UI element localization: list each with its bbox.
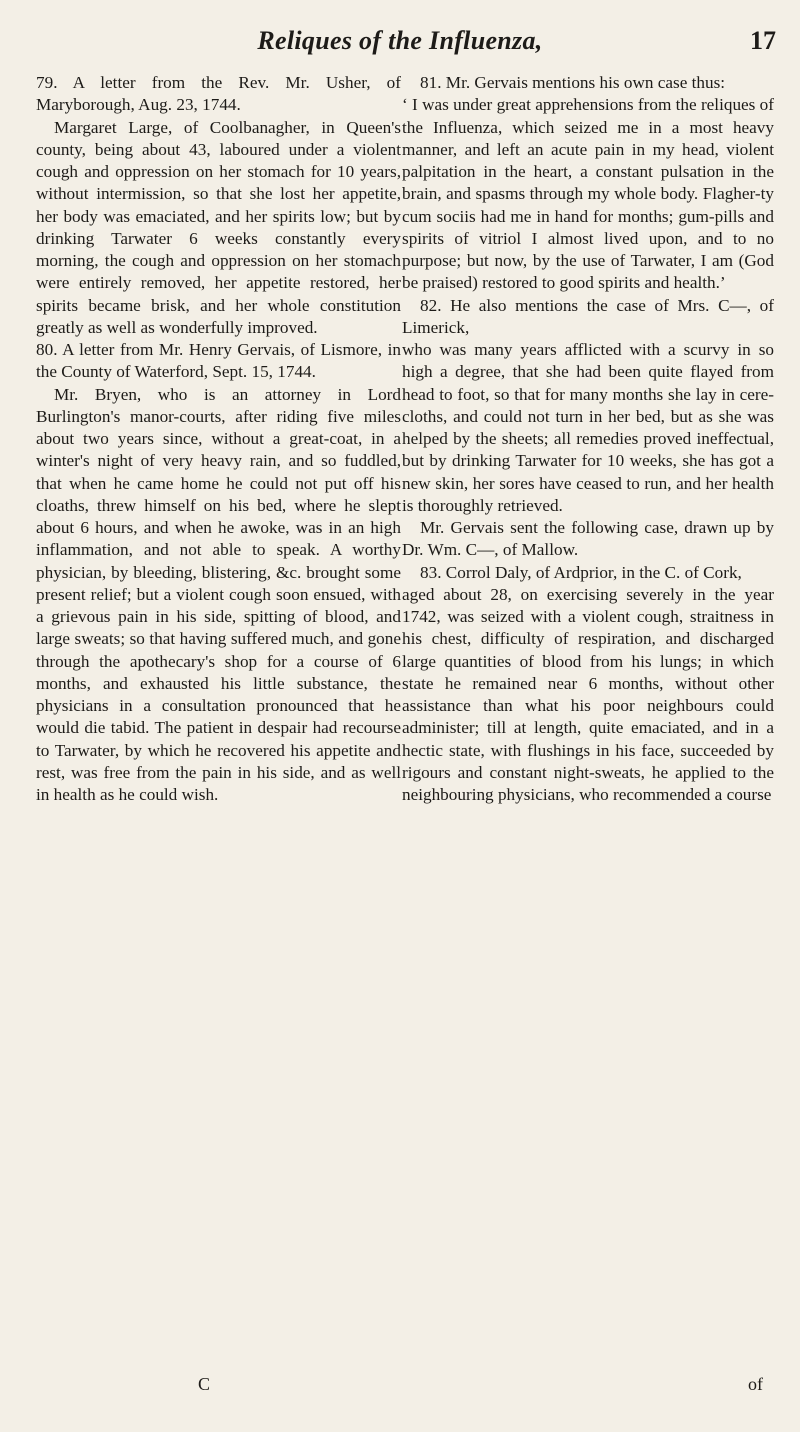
entry-83-text: aged about 28, on exercising severely in the year 1742, was seized with a violent cough, straitness in his chest, difficulty of respiration, and discharged large quantities of blood from his lungs; in which state he remained near 6 months, without other assistance than what his poor neighbours could administer; till at length, quite emaciated, and in a hectic state, with flushings in his face, succeeded by rigours and constant night-sweats, he applied to the neighbouring physicians, who recommended a course <box>402 584 774 804</box>
running-title: Reliques of the Influenza, <box>257 26 543 55</box>
entry-82-text: who was many years afflicted with a scurvy in so high a degree, that she had been quite flayed from head to foot, so that for many months she lay in cere-cloths, and could not turn in her bed, but as she was helped by the sheets; all remedies proved ineffectual, but by drinking Tarwater for 10 weeks, she has got a new skin, her sores have ceased to run, and her health is thoroughly retrieved. <box>402 340 774 515</box>
entry-79-text: Margaret Large, of Coolbanagher, in Queen's county, being about 43, laboured under a violent cough and oppression on her stomach for 10 years, without intermission, so that she lost her appetite, her body was emaciated, and her spirits low; but by drinking Tarwater 6 weeks constantly every morning, the cough and oppression on her stomach were entirely removed, her appetite restored, her spirits became brisk, and her whole constitution greatly as well as wonderfully improved. <box>36 117 401 337</box>
entry-81-heading: 81. Mr. Gervais mentions his own case thus: <box>420 73 726 92</box>
entry-79-heading: 79. A letter from the Rev. Mr. Usher, of Maryborough, Aug. 23, 1744. <box>36 73 401 115</box>
entry-80-text: Mr. Bryen, who is an attorney in Lord Burlington's manor-courts, after riding five miles about two years since, without a great-coat, in a winter's night of very heavy rain, and so fuddled, that when he came home he could not put off his cloaths, threw himself on his bed, where he slept about 6 hours, and when he awoke, was in an high inflammation, and not able to speak. A worthy physician, by bleeding, blistering, &c. brought some present relief; but a violent cough soon ensued, with a grievous pain in his side, spitting of blood, and large sweats; so that having suffered much, and gone through the apothecary's shop for a course of 6 months, and exhausted his little substance, the physicians in a consultation pronounced that he would die tabid. The patient in despair had recourse to Tarwater, by which he recovered his appetite and rest, was free from the pain in his side, and as well in health as he could wish. <box>36 384 401 804</box>
page-number: 17 <box>750 26 776 55</box>
entry-80-heading: 80. A letter from Mr. Henry Gervais, of Lismore, in the County of Waterford, Sept. 15, 1744. <box>36 340 401 382</box>
left-column <box>36 72 401 806</box>
entry-81-text: ‘ I was under great apprehensions from the reliques of the Influenza, which seized me in a most heavy manner, and left an acute pain in my head, violent palpitation in the heart, a constant pulsation in the brain, and spasms through my whole body. Flagher-ty cum sociis had me in hand for months; gum-pills and spirits of vitriol I almost lived upon, and to no purpose; but now, by the use of Tarwater, I am (God be praised) restored to good spirits and health.’ <box>402 95 774 293</box>
entry-82-heading: 82. He also mentions the case of Mrs. C—, of Limerick, <box>402 295 774 337</box>
catchword: of <box>748 1374 763 1394</box>
entry-83-heading: 83. Corrol Daly, of Ardprior, in the C. of Cork, <box>420 562 742 582</box>
right-column <box>402 72 774 806</box>
entry-82-follow: Mr. Gervais sent the following case, drawn up by Dr. Wm. C—, of Mallow. <box>402 518 774 560</box>
signature-mark: C <box>198 1374 211 1394</box>
running-head <box>0 18 800 64</box>
